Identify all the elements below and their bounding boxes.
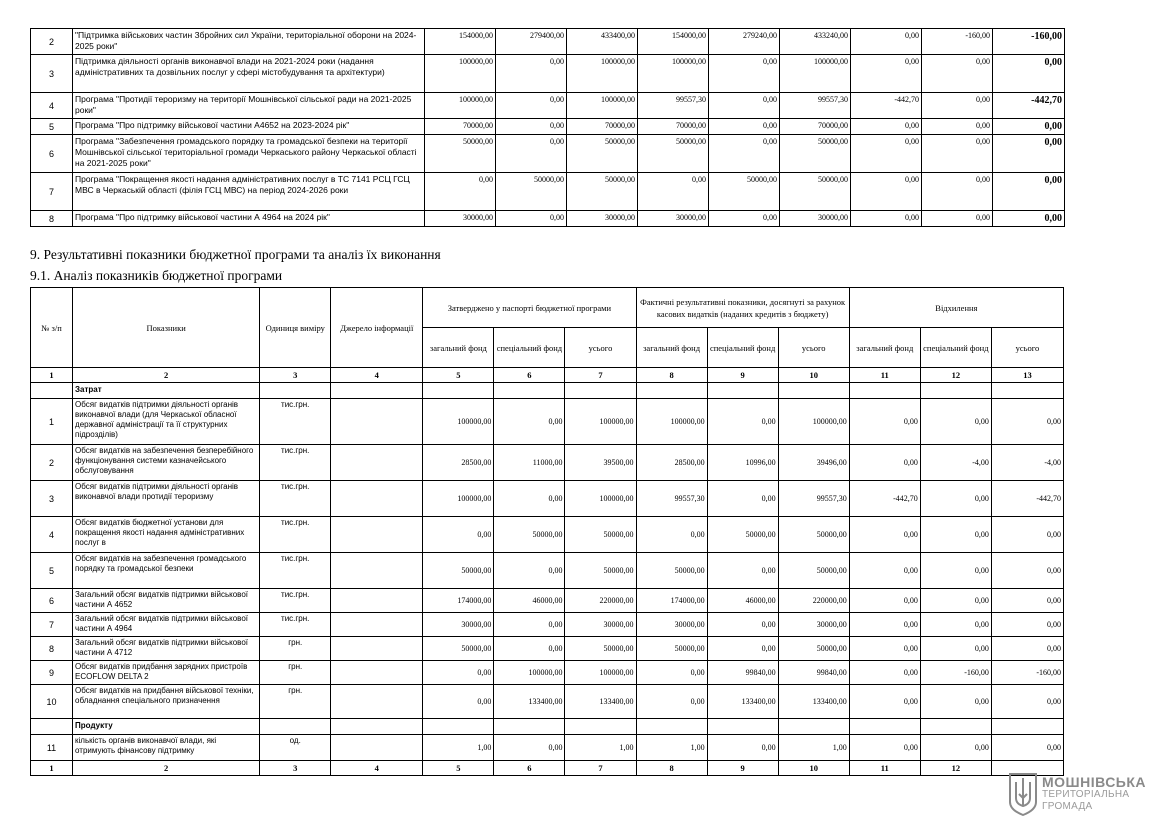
value-cell: 0,00	[851, 135, 922, 173]
column-number: 5	[423, 368, 494, 383]
value-cell: 39496,00	[778, 445, 849, 481]
header-indicators: Показники	[73, 288, 260, 368]
value-cell: 50000,00	[496, 173, 567, 211]
row-number: 11	[31, 735, 73, 761]
unit-cell: грн.	[260, 685, 331, 719]
column-number: 8	[636, 368, 707, 383]
logo-line-3: ГРОМАДА	[1042, 801, 1093, 812]
row-number: 6	[31, 135, 73, 173]
value-cell: -442,70	[991, 481, 1063, 517]
unit-cell: тис.грн.	[260, 589, 331, 613]
value-cell: 70000,00	[638, 119, 709, 135]
value-cell: 0,00	[494, 637, 565, 661]
value-cell: 0,00	[636, 661, 707, 685]
value-cell: 0,00	[851, 29, 922, 55]
subheader-special: спеціальний фонд	[494, 328, 565, 368]
column-number: 13	[991, 368, 1063, 383]
value-cell: 0,00	[425, 173, 496, 211]
value-cell: 1,00	[423, 735, 494, 761]
value-cell: 28500,00	[423, 445, 494, 481]
value-cell: 0,00	[991, 589, 1063, 613]
row-number: 4	[31, 93, 73, 119]
value-cell: 0,00	[922, 173, 993, 211]
trident-emblem-icon	[1008, 772, 1038, 816]
row-number: 4	[31, 517, 73, 553]
source-cell	[331, 613, 423, 637]
value-cell: 0,00	[707, 481, 778, 517]
value-cell: 0,00	[849, 399, 920, 445]
value-cell: 0,00	[849, 637, 920, 661]
row-number: 5	[31, 553, 73, 589]
column-number: 7	[565, 368, 636, 383]
value-cell: 174000,00	[636, 589, 707, 613]
value-cell: 50000,00	[709, 173, 780, 211]
column-number: 3	[260, 368, 331, 383]
section-9-title: 9. Результативні показники бюджетної програми та аналіз їх виконання	[30, 247, 441, 262]
value-cell: 46000,00	[494, 589, 565, 613]
value-cell: 50000,00	[636, 637, 707, 661]
value-cell: 0,00	[920, 685, 991, 719]
value-cell: 30000,00	[778, 613, 849, 637]
indicator-name: Загальний обсяг видатків підтримки військової частини А 4964	[73, 613, 260, 637]
total-deviation-cell: 0,00	[993, 119, 1065, 135]
footer-column-number: 9	[707, 761, 778, 776]
value-cell: 30000,00	[425, 211, 496, 227]
value-cell: 39500,00	[565, 445, 636, 481]
value-cell: 0,00	[991, 553, 1063, 589]
value-cell: 100000,00	[423, 399, 494, 445]
indicator-row	[31, 613, 1064, 637]
value-cell: 100000,00	[425, 55, 496, 93]
footer-column-number: 11	[849, 761, 920, 776]
value-cell: 0,00	[707, 399, 778, 445]
subheader-special: спеціальний фонд	[920, 328, 991, 368]
value-cell: 50000,00	[565, 637, 636, 661]
value-cell: 99557,30	[778, 481, 849, 517]
value-cell: 0,00	[920, 613, 991, 637]
value-cell: 0,00	[920, 553, 991, 589]
row-number: 5	[31, 119, 73, 135]
indicator-name: Обсяг видатків підтримки діяльності органів виконавчої влади (для Черкаської обласної державної адміністрації та її структурних підрозділів)	[73, 399, 260, 445]
value-cell: 30000,00	[567, 211, 638, 227]
row-number: 9	[31, 661, 73, 685]
value-cell: 174000,00	[423, 589, 494, 613]
footer-column-number: 1	[31, 761, 73, 776]
program-name: Програма "Про підтримку військової частини А 4964 на 2024 рік"	[73, 211, 425, 227]
indicators-table	[30, 287, 1064, 776]
value-cell: 99557,30	[780, 93, 851, 119]
program-name: Програма "Покращення якості надання адміністративних послуг в ТС 7141 РСЦ ГСЦ МВС в Черкаській області (філія ГСЦ МВС) на період 2024-2026 роки	[73, 173, 425, 211]
value-cell: 433400,00	[567, 29, 638, 55]
subheader-total: усього	[991, 328, 1063, 368]
value-cell: 0,00	[707, 553, 778, 589]
value-cell: 100000,00	[567, 93, 638, 119]
value-cell: 100000,00	[423, 481, 494, 517]
value-cell: -4,00	[991, 445, 1063, 481]
indicator-row	[31, 553, 1064, 589]
total-deviation-cell: -160,00	[993, 29, 1065, 55]
indicator-name: кількість органів виконавчої влади, які отримують фінансову підтримку	[73, 735, 260, 761]
value-cell: 0,00	[922, 55, 993, 93]
value-cell: 0,00	[991, 517, 1063, 553]
value-cell: 0,00	[922, 93, 993, 119]
column-number: 4	[331, 368, 423, 383]
value-cell: 0,00	[709, 135, 780, 173]
value-cell: 0,00	[494, 399, 565, 445]
value-cell: 0,00	[638, 173, 709, 211]
unit-cell: тис.грн.	[260, 613, 331, 637]
logo-line-2: ТЕРИТОРІАЛЬНА	[1042, 789, 1130, 800]
footer-column-number: 6	[494, 761, 565, 776]
total-deviation-cell: -442,70	[993, 93, 1065, 119]
value-cell: 133400,00	[494, 685, 565, 719]
value-cell: 50000,00	[780, 135, 851, 173]
header-source: Джерело інформації	[331, 288, 423, 368]
row-number: 3	[31, 55, 73, 93]
value-cell: 0,00	[920, 481, 991, 517]
value-cell: 100000,00	[638, 55, 709, 93]
value-cell: 0,00	[707, 637, 778, 661]
program-row	[31, 173, 1065, 211]
value-cell: 100000,00	[425, 93, 496, 119]
value-cell: 0,00	[851, 173, 922, 211]
unit-cell: од.	[260, 735, 331, 761]
indicator-name: Обсяг видатків бюджетної установи для покращення якості надання адміністративних послуг в	[73, 517, 260, 553]
header-unit: Одиниця виміру	[260, 288, 331, 368]
value-cell: 0,00	[991, 735, 1063, 761]
header-approved: Затверджено у паспорті бюджетної програми	[423, 288, 636, 328]
value-cell: 0,00	[496, 55, 567, 93]
value-cell: 1,00	[636, 735, 707, 761]
value-cell: 0,00	[849, 553, 920, 589]
indicator-name: Загальний обсяг видатків підтримки військової частини А 4652	[73, 589, 260, 613]
value-cell: 100000,00	[778, 399, 849, 445]
indicator-name: Загальний обсяг видатків підтримки військової частини А 4712	[73, 637, 260, 661]
value-cell: -160,00	[920, 661, 991, 685]
source-cell	[331, 735, 423, 761]
program-row	[31, 93, 1065, 119]
row-number: 7	[31, 613, 73, 637]
indicator-name: Обсяг видатків на придбання військової техніки, обладнання спеціального призначення	[73, 685, 260, 719]
value-cell: 50000,00	[638, 135, 709, 173]
value-cell: 1,00	[565, 735, 636, 761]
value-cell: 0,00	[496, 135, 567, 173]
value-cell: 99840,00	[778, 661, 849, 685]
value-cell: 0,00	[496, 211, 567, 227]
row-number: 6	[31, 589, 73, 613]
column-number: 6	[494, 368, 565, 383]
value-cell: 0,00	[922, 211, 993, 227]
value-cell: 70000,00	[425, 119, 496, 135]
value-cell: 0,00	[991, 399, 1063, 445]
subheader-total: усього	[778, 328, 849, 368]
unit-cell: тис.грн.	[260, 553, 331, 589]
value-cell: 10996,00	[707, 445, 778, 481]
unit-cell: тис.грн.	[260, 517, 331, 553]
source-cell	[331, 685, 423, 719]
program-row	[31, 119, 1065, 135]
value-cell: 0,00	[496, 119, 567, 135]
subheader-total: усього	[565, 328, 636, 368]
source-cell	[331, 553, 423, 589]
indicator-row	[31, 481, 1064, 517]
program-name: Програма "Про підтримку військової частини А4652 на 2023-2024 рік"	[73, 119, 425, 135]
value-cell: 100000,00	[494, 661, 565, 685]
indicator-row	[31, 399, 1064, 445]
source-cell	[331, 399, 423, 445]
value-cell: 0,00	[991, 685, 1063, 719]
row-number: 2	[31, 445, 73, 481]
value-cell: 0,00	[920, 735, 991, 761]
value-cell: 0,00	[851, 119, 922, 135]
value-cell: 0,00	[494, 735, 565, 761]
value-cell: 100000,00	[565, 399, 636, 445]
row-number: 2	[31, 29, 73, 55]
value-cell: 50000,00	[423, 637, 494, 661]
footer-column-number: 4	[331, 761, 423, 776]
section-9-1-title: 9.1. Аналіз показників бюджетної програми	[30, 268, 283, 283]
row-number: 8	[31, 211, 73, 227]
value-cell: 0,00	[920, 637, 991, 661]
value-cell: 99557,30	[638, 93, 709, 119]
program-name: "Підтримка військових частин Збройних сил України, територіальної оборони на 2024-2025 роки"	[73, 29, 425, 55]
value-cell: 0,00	[423, 517, 494, 553]
total-deviation-cell: 0,00	[993, 211, 1065, 227]
unit-cell: тис.грн.	[260, 445, 331, 481]
value-cell: 50000,00	[707, 517, 778, 553]
value-cell: 50000,00	[778, 553, 849, 589]
subheader-general: загальний фонд	[849, 328, 920, 368]
indicator-name: Обсяг видатків підтримки діяльності органів виконавчої влади протидії тероризму	[73, 481, 260, 517]
programs-table	[30, 28, 1065, 227]
value-cell: 0,00	[849, 589, 920, 613]
indicator-name: Обсяг видатків придбання зарядних пристроїв ECOFLOW DELTA 2	[73, 661, 260, 685]
value-cell: 0,00	[636, 685, 707, 719]
program-name: Програма "Протидії тероризму на території Мошнівської сільської ради на 2021-2025 роки"	[73, 93, 425, 119]
column-number: 1	[31, 368, 73, 383]
value-cell: 0,00	[991, 613, 1063, 637]
value-cell: -160,00	[991, 661, 1063, 685]
value-cell: 133400,00	[778, 685, 849, 719]
value-cell: 0,00	[849, 735, 920, 761]
total-deviation-cell: 0,00	[993, 55, 1065, 93]
indicator-row	[31, 589, 1064, 613]
program-row	[31, 29, 1065, 55]
value-cell: 100000,00	[567, 55, 638, 93]
program-name: Підтримка діяльності органів виконавчої влади на 2021-2024 роки (надання адміністративних та дозвільних послуг у сфері містобудування та архітектури)	[73, 55, 425, 93]
column-number: 10	[778, 368, 849, 383]
indicator-row	[31, 637, 1064, 661]
value-cell: 30000,00	[565, 613, 636, 637]
value-cell: 0,00	[707, 613, 778, 637]
value-cell: 0,00	[709, 119, 780, 135]
row-number: 1	[31, 399, 73, 445]
value-cell: 0,00	[423, 685, 494, 719]
value-cell: 50000,00	[425, 135, 496, 173]
value-cell: 99557,30	[636, 481, 707, 517]
value-cell: 220000,00	[565, 589, 636, 613]
program-row	[31, 135, 1065, 173]
value-cell: 30000,00	[780, 211, 851, 227]
value-cell: 100000,00	[565, 661, 636, 685]
indicator-row	[31, 661, 1064, 685]
column-number: 11	[849, 368, 920, 383]
value-cell: 1,00	[778, 735, 849, 761]
value-cell: 0,00	[922, 119, 993, 135]
unit-cell: тис.грн.	[260, 481, 331, 517]
value-cell: 133400,00	[565, 685, 636, 719]
value-cell: 70000,00	[780, 119, 851, 135]
column-number: 9	[707, 368, 778, 383]
value-cell: 0,00	[849, 685, 920, 719]
value-cell: 0,00	[494, 613, 565, 637]
source-cell	[331, 589, 423, 613]
indicator-row	[31, 445, 1064, 481]
value-cell: 220000,00	[778, 589, 849, 613]
value-cell: -160,00	[922, 29, 993, 55]
value-cell: 0,00	[707, 735, 778, 761]
value-cell: 0,00	[920, 517, 991, 553]
value-cell: 50000,00	[636, 553, 707, 589]
value-cell: 99840,00	[707, 661, 778, 685]
value-cell: 0,00	[920, 399, 991, 445]
value-cell: 0,00	[709, 211, 780, 227]
row-number: 3	[31, 481, 73, 517]
footer-column-number: 3	[260, 761, 331, 776]
value-cell: 0,00	[494, 481, 565, 517]
value-cell: 154000,00	[425, 29, 496, 55]
value-cell: 0,00	[991, 637, 1063, 661]
value-cell: -442,70	[849, 481, 920, 517]
value-cell: 30000,00	[636, 613, 707, 637]
value-cell: 279400,00	[496, 29, 567, 55]
value-cell: 70000,00	[567, 119, 638, 135]
logo-line-1: МОШНІВСЬКА	[1042, 774, 1147, 790]
row-number: 8	[31, 637, 73, 661]
value-cell: 30000,00	[638, 211, 709, 227]
section-costs-label: Затрат	[73, 383, 260, 399]
program-name: Програма "Забезпечення громадського порядку та громадської безпеки на території Мошнівської сільської територіальної громади Черкаського району Черкаської області на 2021-2025 роки"	[73, 135, 425, 173]
value-cell: 50000,00	[423, 553, 494, 589]
value-cell: 50000,00	[565, 553, 636, 589]
value-cell: -4,00	[920, 445, 991, 481]
footer-column-number: 12	[920, 761, 991, 776]
program-row	[31, 55, 1065, 93]
unit-cell: грн.	[260, 637, 331, 661]
value-cell: 30000,00	[423, 613, 494, 637]
header-deviation: Відхилення	[849, 288, 1063, 328]
value-cell: 0,00	[709, 55, 780, 93]
source-cell	[331, 637, 423, 661]
value-cell: 154000,00	[638, 29, 709, 55]
value-cell: 0,00	[851, 211, 922, 227]
value-cell: 11000,00	[494, 445, 565, 481]
source-cell	[331, 517, 423, 553]
value-cell: 50000,00	[567, 135, 638, 173]
value-cell: -442,70	[851, 93, 922, 119]
unit-cell: тис.грн.	[260, 399, 331, 445]
indicator-row	[31, 685, 1064, 719]
indicator-row	[31, 517, 1064, 553]
header-actual: Фактичні результативні показники, досягнуті за рахунок касових видатків (наданих кредитів з бюджету)	[636, 288, 849, 328]
footer-column-number: 7	[565, 761, 636, 776]
total-deviation-cell: 0,00	[993, 135, 1065, 173]
value-cell: 0,00	[849, 661, 920, 685]
value-cell: 0,00	[849, 445, 920, 481]
footer-column-number: 8	[636, 761, 707, 776]
value-cell: 0,00	[496, 93, 567, 119]
indicator-row	[31, 735, 1064, 761]
community-logo	[1008, 772, 1158, 818]
unit-cell: грн.	[260, 661, 331, 685]
value-cell: 50000,00	[778, 517, 849, 553]
value-cell: 0,00	[849, 517, 920, 553]
value-cell: 50000,00	[780, 173, 851, 211]
value-cell: 0,00	[709, 93, 780, 119]
program-row	[31, 211, 1065, 227]
header-num: № з/п	[31, 288, 73, 368]
value-cell: 50000,00	[567, 173, 638, 211]
source-cell	[331, 481, 423, 517]
row-number: 10	[31, 685, 73, 719]
subheader-general: загальний фонд	[636, 328, 707, 368]
indicator-name: Обсяг видатків на забезпечення громадського порядку та громадської безпеки	[73, 553, 260, 589]
value-cell: 50000,00	[565, 517, 636, 553]
value-cell: 279240,00	[709, 29, 780, 55]
value-cell: 100000,00	[780, 55, 851, 93]
value-cell: 28500,00	[636, 445, 707, 481]
value-cell: 0,00	[636, 517, 707, 553]
value-cell: 0,00	[922, 135, 993, 173]
footer-column-number: 10	[778, 761, 849, 776]
subheader-general: загальний фонд	[423, 328, 494, 368]
source-cell	[331, 661, 423, 685]
column-number: 2	[73, 368, 260, 383]
value-cell: 0,00	[494, 553, 565, 589]
column-number: 12	[920, 368, 991, 383]
source-cell	[331, 445, 423, 481]
value-cell: 0,00	[423, 661, 494, 685]
value-cell: 0,00	[920, 589, 991, 613]
value-cell: 50000,00	[778, 637, 849, 661]
section-product-label: Продукту	[73, 719, 260, 735]
footer-column-number: 2	[73, 761, 260, 776]
value-cell: 46000,00	[707, 589, 778, 613]
subheader-special: спеціальний фонд	[707, 328, 778, 368]
value-cell: 50000,00	[494, 517, 565, 553]
total-deviation-cell: 0,00	[993, 173, 1065, 211]
value-cell: 100000,00	[636, 399, 707, 445]
value-cell: 133400,00	[707, 685, 778, 719]
footer-column-number: 5	[423, 761, 494, 776]
indicator-name: Обсяг видатків на забезпечення безперебійного функціонування системи казначейського обслуговування	[73, 445, 260, 481]
value-cell: 433240,00	[780, 29, 851, 55]
value-cell: 0,00	[851, 55, 922, 93]
row-number: 7	[31, 173, 73, 211]
value-cell: 0,00	[849, 613, 920, 637]
value-cell: 100000,00	[565, 481, 636, 517]
